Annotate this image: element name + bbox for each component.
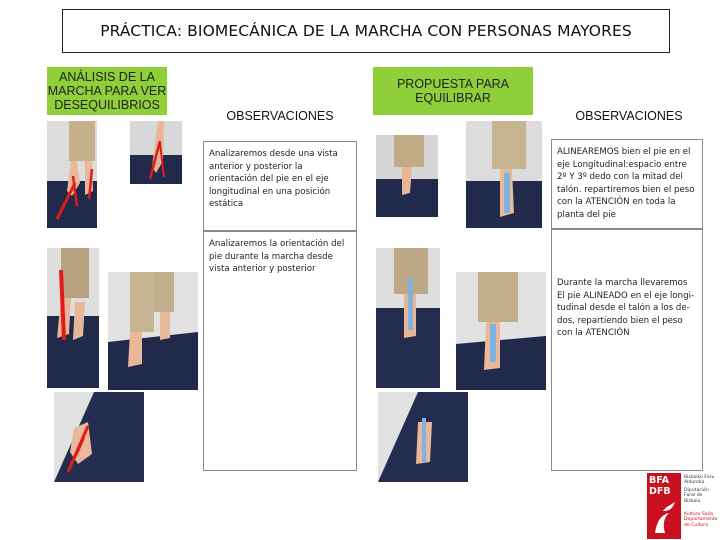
page-title: PRÁCTICA: BIOMECÁNICA DE LA MARCHA CON PERSONAS MAYORES xyxy=(62,9,670,53)
note-static-alignment: ALINEAREMOS bien el pie en el eje Longitudinal:espacio entre 2º Y 3º dedo con la mitad del talón. repartiremos bien el peso con la ATENCIÓN en toda la planta del pie xyxy=(551,139,703,229)
note-gait-alignment: Durante la marcha llevaremos El pie ALINEADO en el eje longi- tudinal desde el talón a los de- dos, repartiendo bien el peso con la ATENCIÓN xyxy=(551,229,703,471)
logo-line1: Bizkaiko Foru Aldundia xyxy=(684,475,715,486)
photo-gait-side xyxy=(47,248,99,388)
photo-static-feet-rear xyxy=(130,121,182,184)
photo-alignment-gait-blue xyxy=(376,248,440,388)
logo-letters-top: BFA xyxy=(649,475,669,486)
note-static-analysis: Analizaremos desde una vista anterior y posterior la orientación del pie en el eje longitudinal en una posición estática xyxy=(203,141,357,231)
photo-alignment-gait-second xyxy=(456,272,546,390)
logo-letters-bottom: DFB xyxy=(649,486,671,497)
observations-left-title: OBSERVACIONES xyxy=(226,109,334,123)
logo-line2: Diputación Foral de Bizkaia xyxy=(684,487,709,504)
bfa-dfb-logo xyxy=(647,473,719,539)
photo-foot-mat-red-arrow xyxy=(54,392,144,482)
logo-line3: Kultura Saila xyxy=(684,512,713,518)
observations-right-title: OBSERVACIONES xyxy=(575,109,683,123)
photo-alignment-static-blue xyxy=(466,121,542,228)
photo-alignment-static-left xyxy=(376,135,438,217)
logo-emblem-icon xyxy=(651,499,677,537)
proposal-header: PROPUESTA PARA EQUILIBRAR xyxy=(373,67,533,115)
logo-text xyxy=(684,475,719,528)
note-gait-analysis: Analizaremos la orientación del pie durante la marcha desde vista anterior y posterior xyxy=(203,231,357,471)
photo-static-feet-left xyxy=(47,121,97,228)
logo-line4: Departamento de Cultura xyxy=(684,517,718,528)
analysis-header: ANÁLISIS DE LA MARCHA PARA VER DESEQUILIBRIOS xyxy=(47,67,167,115)
logo-letters xyxy=(649,475,681,497)
photo-foot-mat-blue-arrow xyxy=(378,392,468,482)
photo-gait-anterior xyxy=(108,272,198,390)
